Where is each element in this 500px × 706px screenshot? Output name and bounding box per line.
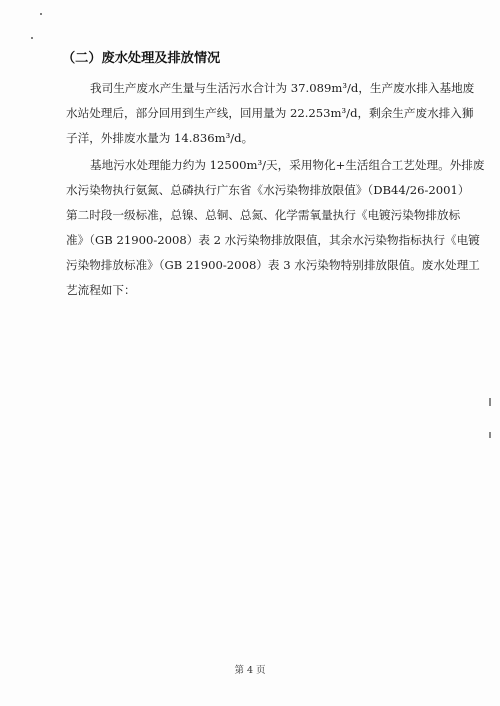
scan-edge-mark [489, 432, 491, 438]
paragraph-line: 基地污水处理能力约为 12500m³/天，采用物化+生活组合工艺处理。外排废 [90, 158, 485, 172]
paragraph-treatment-capacity [66, 153, 485, 303]
paragraph-line: 准》（GB 21900-2008）表 2 水污染物排放限值，其余水污染物指标执行《电镀 [66, 233, 480, 247]
scan-edge-mark [489, 398, 491, 406]
page-number: 第 4 页 [234, 665, 266, 676]
paragraph-line: 子洋，外排废水量为 14.836m³/d。 [66, 131, 254, 145]
paragraph-line: 艺流程如下： [66, 283, 136, 297]
paragraph-line: 污染物排放标准》（GB 21900-2008）表 3 水污染物特别排放限值。废水处理工 [66, 258, 480, 272]
section-heading: （二）废水处理及排放情况 [62, 51, 221, 66]
paragraph-line: 第二时段一级标准，总镍、总铜、总氮、化学需氧量执行《电镀污染物排放标 [66, 208, 461, 222]
paragraph-line: 水站处理后，部分回用到生产线，回用量为 22.253m³/d，剩余生产废水排入狮 [66, 106, 474, 120]
paragraph-line: 我司生产废水产生量与生活污水合计为 37.089m³/d，生产废水排入基地废 [90, 81, 475, 95]
paragraph-line: 水污染物执行氨氮、总磷执行广东省《水污染物排放限值》（DB44/26-2001） [66, 183, 470, 197]
scan-speck [40, 13, 42, 15]
paragraph-wastewater-volume [66, 76, 475, 151]
scan-speck [31, 37, 33, 39]
